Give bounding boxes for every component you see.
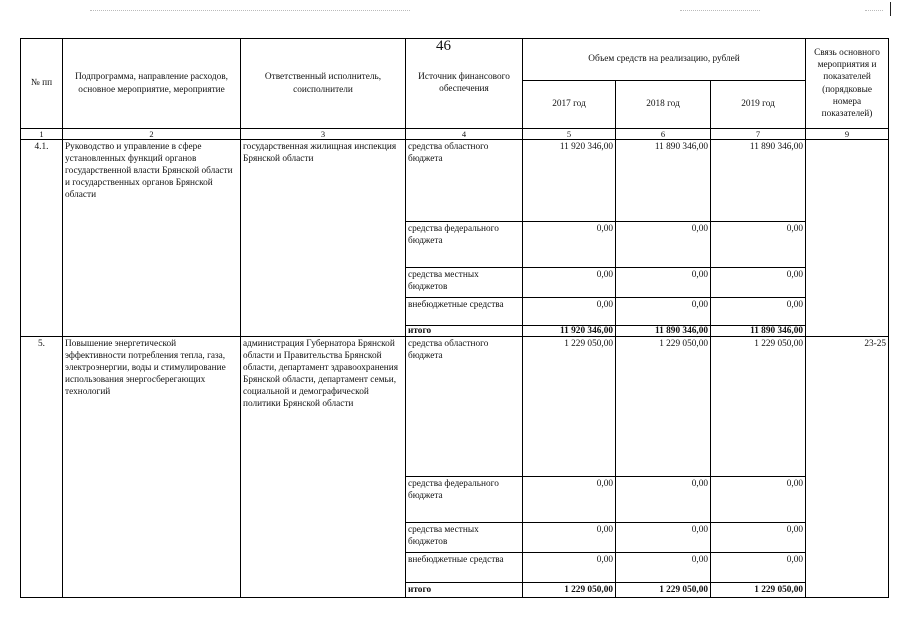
page-number: 46 bbox=[436, 38, 451, 54]
source-cell: внебюджетные средства bbox=[406, 298, 523, 326]
row-executor: администрация Губернатора Брянской области и Правительства Брянской области, департамент здравоохранения Брянской области, департамент семьи, социальной и демографической политики Брянской области bbox=[241, 337, 406, 598]
row-number: 4.1. bbox=[21, 140, 63, 337]
total-2017: 11 920 346,00 bbox=[523, 326, 616, 337]
total-label: итого bbox=[406, 326, 523, 337]
table-row bbox=[21, 140, 889, 222]
financing-table bbox=[20, 38, 889, 598]
total-label: итого bbox=[406, 583, 523, 598]
column-number: 5 bbox=[523, 129, 616, 140]
amount-2017: 0,00 bbox=[523, 553, 616, 583]
column-number: 1 bbox=[21, 129, 63, 140]
amount-2018: 0,00 bbox=[616, 268, 711, 298]
amount-2017: 0,00 bbox=[523, 298, 616, 326]
amount-2018: 0,00 bbox=[616, 298, 711, 326]
header-volume: Объем средств на реализацию, рублей bbox=[523, 39, 806, 81]
row-program-name: Руководство и управление в сфере установленных функций органов государственной власти Брянской области и государственных органов Брянской области bbox=[63, 140, 241, 337]
amount-2017: 0,00 bbox=[523, 222, 616, 268]
amount-2018: 0,00 bbox=[616, 523, 711, 553]
scan-noise-dots bbox=[90, 10, 410, 12]
total-2018: 1 229 050,00 bbox=[616, 583, 711, 598]
header-year-2017: 2017 год bbox=[523, 81, 616, 129]
amount-2017: 0,00 bbox=[523, 523, 616, 553]
source-cell: средства федерального бюджета bbox=[406, 222, 523, 268]
amount-2017: 0,00 bbox=[523, 268, 616, 298]
amount-2018: 0,00 bbox=[616, 477, 711, 523]
header-link: Связь основного мероприятия и показателей (порядковые номера показателей) bbox=[806, 39, 889, 129]
source-cell: средства областного бюджета bbox=[406, 337, 523, 477]
row-executor: государственная жилищная инспекция Брянской области bbox=[241, 140, 406, 337]
total-2019: 11 890 346,00 bbox=[711, 326, 806, 337]
amount-2019: 0,00 bbox=[711, 523, 806, 553]
scan-noise-dots bbox=[680, 10, 760, 12]
amount-2018: 1 229 050,00 bbox=[616, 337, 711, 477]
header-year-2019: 2019 год bbox=[711, 81, 806, 129]
column-number: 3 bbox=[241, 129, 406, 140]
amount-2017: 0,00 bbox=[523, 477, 616, 523]
source-cell: средства местных бюджетов bbox=[406, 268, 523, 298]
amount-2017: 1 229 050,00 bbox=[523, 337, 616, 477]
table-row bbox=[21, 337, 889, 477]
row-link bbox=[806, 140, 889, 337]
source-cell: средства местных бюджетов bbox=[406, 523, 523, 553]
amount-2019: 1 229 050,00 bbox=[711, 337, 806, 477]
column-number: 7 bbox=[711, 129, 806, 140]
column-number: 2 bbox=[63, 129, 241, 140]
header-year-2018: 2018 год bbox=[616, 81, 711, 129]
source-cell: средства федерального бюджета bbox=[406, 477, 523, 523]
amount-2019: 0,00 bbox=[711, 298, 806, 326]
row-program-name: Повышение энергетической эффективности потребления тепла, газа, электроэнергии, воды и стимулирование использования энергосберегающих технологий bbox=[63, 337, 241, 598]
amount-2019: 0,00 bbox=[711, 477, 806, 523]
source-cell: средства областного бюджета bbox=[406, 140, 523, 222]
amount-2018: 0,00 bbox=[616, 222, 711, 268]
total-2017: 1 229 050,00 bbox=[523, 583, 616, 598]
total-2018: 11 890 346,00 bbox=[616, 326, 711, 337]
amount-2019: 0,00 bbox=[711, 268, 806, 298]
scan-edge-mark bbox=[890, 2, 891, 16]
amount-2019: 11 890 346,00 bbox=[711, 140, 806, 222]
column-number: 4 bbox=[406, 129, 523, 140]
header-program: Подпрограмма, направление расходов, основное мероприятие, мероприятие bbox=[63, 39, 241, 129]
row-link: 23-25 bbox=[806, 337, 889, 598]
total-2019: 1 229 050,00 bbox=[711, 583, 806, 598]
amount-2019: 0,00 bbox=[711, 553, 806, 583]
column-number: 6 bbox=[616, 129, 711, 140]
amount-2017: 11 920 346,00 bbox=[523, 140, 616, 222]
row-number: 5. bbox=[21, 337, 63, 598]
header-source: Источник финансового обеспечения bbox=[406, 39, 523, 129]
header-num: № пп bbox=[21, 39, 63, 129]
amount-2019: 0,00 bbox=[711, 222, 806, 268]
header-executor: Ответственный исполнитель, соисполнители bbox=[241, 39, 406, 129]
scan-noise-dots bbox=[865, 10, 883, 12]
column-numbers-row bbox=[21, 129, 889, 140]
amount-2018: 11 890 346,00 bbox=[616, 140, 711, 222]
column-number: 9 bbox=[806, 129, 889, 140]
amount-2018: 0,00 bbox=[616, 553, 711, 583]
source-cell: внебюджетные средства bbox=[406, 553, 523, 583]
